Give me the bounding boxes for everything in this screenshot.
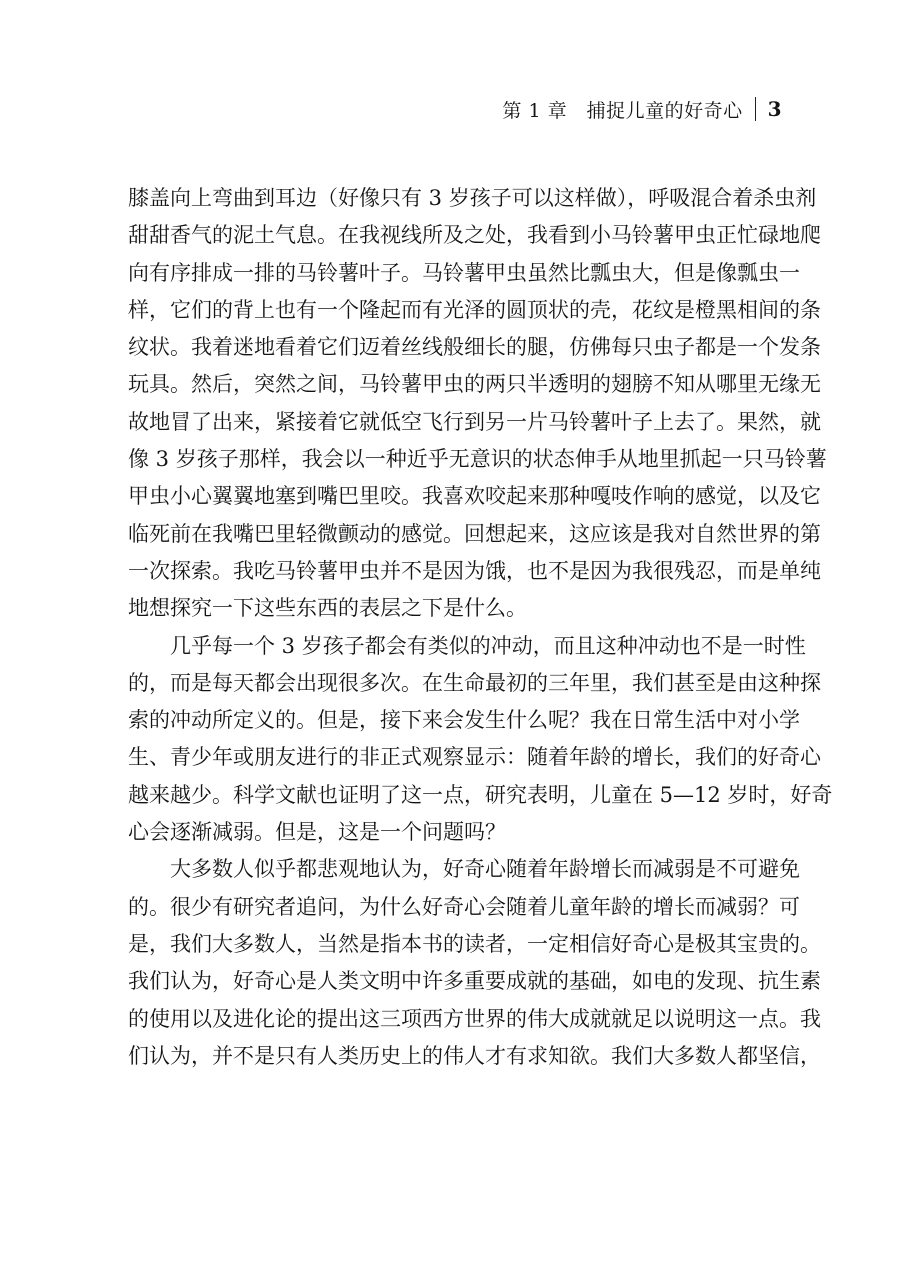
text-line: 地想探究一下这些东西的表层之下是什么。 — [128, 596, 527, 621]
text-line: 生、青少年或朋友进行的非正式观察显示：随着年龄的增长，我们的好奇心 — [128, 745, 821, 770]
text-line: 越来越少。科学文献也证明了这一点，研究表明，儿童在 5—12 岁时，好奇 — [128, 782, 833, 807]
text-line: 像 3 岁孩子那样，我会以一种近乎无意识的状态伸手从地里抓起一只马铃薯 — [128, 447, 827, 472]
paragraph — [128, 851, 821, 1075]
text-line: 索的冲动所定义的。但是，接下来会发生什么呢？我在日常生活中对小学 — [128, 708, 800, 733]
header-divider — [755, 97, 756, 121]
text-line: 们认为，并不是只有人类历史上的伟人才有求知欲。我们大多数人都坚信， — [128, 1043, 821, 1068]
text-line: 大多数人似乎都悲观地认为，好奇心随着年龄增长而减弱是不可避免 — [170, 857, 800, 882]
text-line: 心会逐渐减弱。但是，这是一个问题吗？ — [128, 820, 506, 845]
text-line: 玩具。然后，突然之间，马铃薯甲虫的两只半透明的翅膀不知从哪里无缘无 — [128, 372, 821, 397]
text-line: 一次探索。我吃马铃薯甲虫并不是因为饿，也不是因为我很残忍，而是单纯 — [128, 558, 821, 583]
body-text — [128, 180, 833, 1075]
text-line: 甜甜香气的泥土气息。在我视线所及之处，我看到小马铃薯甲虫正忙碌地爬 — [128, 223, 821, 248]
text-line: 甲虫小心翼翼地塞到嘴巴里咬。我喜欢咬起来那种嘎吱作响的感觉，以及它 — [128, 484, 821, 509]
paragraph — [128, 628, 833, 852]
text-line: 故地冒了出来，紧接着它就低空飞行到另一片马铃薯叶子上去了。果然，就 — [128, 409, 821, 434]
text-line: 纹状。我着迷地看着它们迈着丝线般细长的腿，仿佛每只虫子都是一个发条 — [128, 335, 821, 360]
page-number: 3 — [767, 97, 782, 121]
chapter-title: 第 1 章 捕捉儿童的好奇心 — [502, 99, 743, 122]
text-line: 的，而是每天都会出现很多次。在生命最初的三年里，我们甚至是由这种探 — [128, 670, 821, 695]
paragraph — [128, 180, 827, 628]
text-line: 的使用以及进化论的提出这三项西方世界的伟大成就就足以说明这一点。我 — [128, 1006, 821, 1031]
text-line: 是，我们大多数人，当然是指本书的读者，一定相信好奇心是极其宝贵的。 — [128, 931, 821, 956]
text-line: 我们认为，好奇心是人类文明中许多重要成就的基础，如电的发现、抗生素 — [128, 969, 821, 994]
text-line: 几乎每一个 3 岁孩子都会有类似的冲动，而且这种冲动也不是一时性 — [170, 633, 806, 658]
text-line: 临死前在我嘴巴里轻微颤动的感觉。回想起来，这应该是我对自然世界的第 — [128, 521, 821, 546]
text-line: 的。很少有研究者追问，为什么好奇心会随着儿童年龄的增长而减弱？可 — [128, 894, 800, 919]
text-line: 向有序排成一排的马铃薯叶子。马铃薯甲虫虽然比瓢虫大，但是像瓢虫一 — [128, 260, 800, 285]
running-header — [502, 95, 782, 123]
text-line: 膝盖向上弯曲到耳边（好像只有 3 岁孩子可以这样做），呼吸混合着杀虫剂 — [128, 186, 817, 210]
text-line: 样，它们的背上也有一个隆起而有光泽的圆顶状的壳，花纹是橙黑相间的条 — [128, 297, 821, 322]
